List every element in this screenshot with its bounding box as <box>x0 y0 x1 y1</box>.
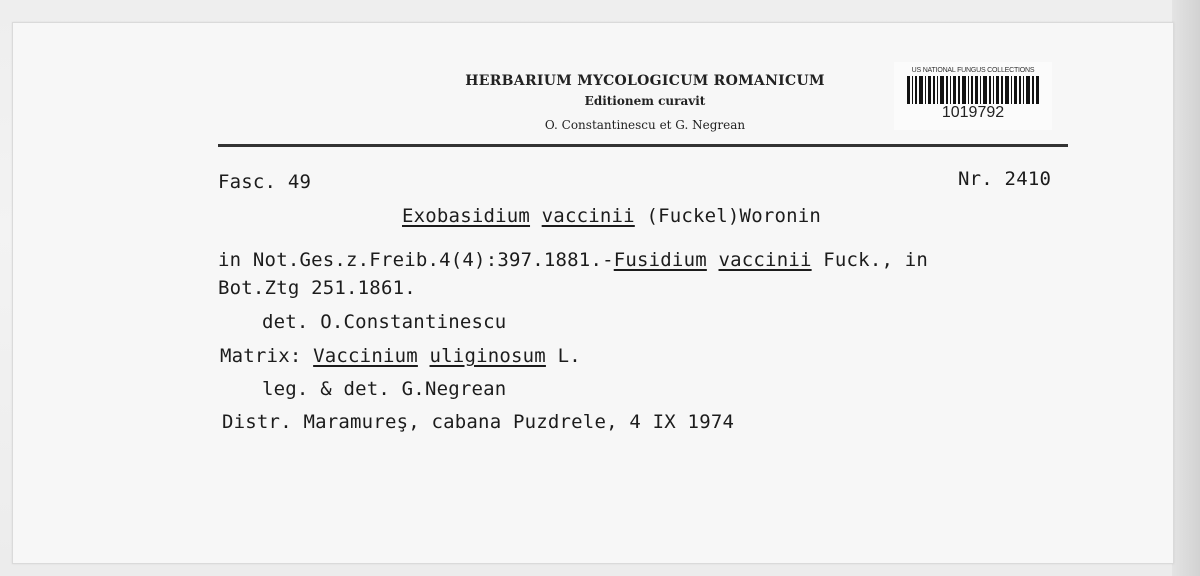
label-header <box>430 72 860 134</box>
synonym-epithet: vaccinii <box>718 249 812 271</box>
distribution: Distr. Maramureş, cabana Puzdrele, 4 IX 1974 <box>222 411 735 433</box>
species-name <box>402 205 821 227</box>
species-genus: Exobasidium <box>402 205 531 227</box>
barcode-number: 1019792 <box>941 104 1005 121</box>
matrix-genus: Vaccinium <box>313 345 418 367</box>
sheet-edge <box>1172 0 1200 576</box>
citation-line-1 <box>218 249 928 271</box>
herbarium-editors: O. Constantinescu et G. Negrean <box>544 118 746 132</box>
herbarium-title: HERBARIUM MYCOLOGICUM ROMANICUM <box>465 73 825 89</box>
citation-line-2: Bot.Ztg 251.1861. <box>218 277 416 299</box>
fascicle-number: Fasc. 49 <box>218 171 312 193</box>
citation-suffix: Fuck., in <box>823 249 929 271</box>
barcode-collection: US NATIONAL FUNGUS COLLECTIONS <box>911 67 1035 74</box>
species-authority: (Fuckel)Woronin <box>646 205 822 227</box>
specimen-number: Nr. 2410 <box>958 168 1052 190</box>
header-rule <box>218 144 1068 147</box>
collector: leg. & det. G.Negrean <box>262 378 507 400</box>
matrix-epithet: uliginosum <box>429 345 546 367</box>
barcode-label <box>894 62 1052 130</box>
matrix-line <box>220 345 581 367</box>
matrix-label: Matrix: <box>220 345 302 367</box>
citation-prefix: in Not.Ges.z.Freib.4(4):397.1881.- <box>218 249 614 271</box>
barcode-icon <box>907 76 1039 104</box>
matrix-authority: L. <box>557 345 581 367</box>
species-epithet: vaccinii <box>541 205 635 227</box>
synonym-genus: Fusidium <box>613 249 707 271</box>
herbarium-subtitle: Editionem curavit <box>584 94 706 108</box>
determination: det. O.Constantinescu <box>262 311 507 333</box>
